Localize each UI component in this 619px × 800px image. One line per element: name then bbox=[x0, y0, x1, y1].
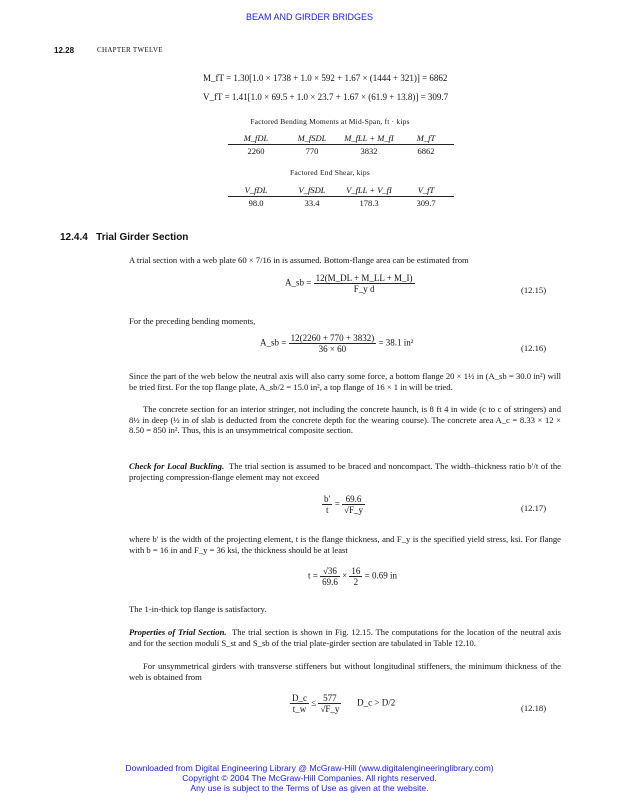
fraction-numerator: b′ bbox=[324, 494, 331, 504]
page-number: 12.28 bbox=[54, 46, 75, 55]
paragraph-local-buckling bbox=[129, 461, 561, 482]
fraction-denominator: √F_y bbox=[320, 704, 340, 714]
paragraph-top-flange-ok: The 1-in-thick top flange is satisfactory. bbox=[129, 604, 267, 614]
equation-number: (12.18) bbox=[521, 703, 547, 713]
run-in-heading: Check for Local Buckling. bbox=[129, 461, 225, 471]
equation-lhs: t = bbox=[308, 570, 318, 581]
fraction-numerator: 12(M_DL + M_LL + M_I) bbox=[315, 273, 413, 283]
equation-number: (12.16) bbox=[521, 343, 547, 353]
paragraph-trial-section: A trial section with a web plate 60 × 7/16 in is assumed. Bottom-flange area can be estimated from bbox=[129, 255, 469, 265]
table-cell: 309.7 bbox=[416, 198, 436, 208]
paragraph-preceding-moments: For the preceding bending moments, bbox=[129, 316, 256, 326]
table-header-cell: V_fLL + V_fI bbox=[340, 184, 398, 197]
fraction-denominator: F_y d bbox=[353, 284, 375, 294]
table-header-cell: M_fT bbox=[398, 132, 454, 145]
equation-moment-total: M_fT = 1.30[1.0 × 1738 + 1.0 × 592 + 1.67 × (1444 + 321)] = 6862 bbox=[203, 73, 448, 83]
equation-rhs: = 38.1 in² bbox=[378, 337, 414, 348]
paragraph-concrete-section: The concrete section for an interior stringer, not including the concrete haunch, is 8 ft 4 in wide (c to c of stringers) and 8½ in deep (½ in of slab is deducted from the concrete depth for the wearing course). The concrete area A_c = 8.33 × 12 × 8.50 = 850 in². Thus, this is an unsymmetrical composite section. bbox=[129, 404, 561, 436]
paragraph-text: The trial section is shown in Fig. 12.15. The computations for the location of the neutral axis and for the section moduli S_st and S_sb of the trial plate-girder section are tabulated in Table 12.10. bbox=[129, 627, 561, 648]
fraction-numerator: 12(2260 + 770 + 3832) bbox=[290, 333, 375, 343]
section-number: 12.4.4 bbox=[60, 232, 88, 243]
footer-copyright: Copyright © 2004 The McGraw-Hill Companies. All rights reserved. bbox=[182, 773, 437, 783]
equation-lhs: A_sb = bbox=[260, 337, 287, 348]
table-cell: 6862 bbox=[417, 146, 435, 156]
fraction-numerator: √36 bbox=[320, 566, 340, 577]
fraction-numerator: 577 bbox=[318, 693, 341, 704]
fraction-numerator: 16 bbox=[351, 566, 361, 576]
paragraph-properties bbox=[129, 627, 561, 648]
table-header-cell: M_fDL bbox=[228, 132, 284, 145]
run-in-heading: Properties of Trial Section. bbox=[129, 627, 227, 637]
equation-relation: = bbox=[334, 498, 340, 509]
equation-12-17 bbox=[322, 494, 365, 515]
chapter-label: CHAPTER TWELVE bbox=[97, 46, 163, 54]
paragraph-web-thickness: For unsymmetrical girders with transverse stiffeners but without longitudinal stiffeners, the minimum thickness of the web is obtained from bbox=[129, 661, 561, 682]
equation-12-16 bbox=[260, 333, 414, 354]
paragraph-flange-thickness: where b′ is the width of the projecting element, t is the flange thickness, and F_y is the specified yield stress, ksi. For flange with b = 16 in and F_y = 36 ksi, the thickness should be at least bbox=[129, 534, 561, 555]
equation-lhs: A_sb = bbox=[285, 277, 312, 288]
fraction-denominator: 2 bbox=[353, 577, 359, 587]
equation-12-18 bbox=[290, 693, 395, 714]
footer-download-link[interactable]: Downloaded from Digital Engineering Library @ McGraw-Hill (www.digitalengineeringlibrary.com) bbox=[125, 763, 494, 773]
shear-table-caption: Factored End Shear, kips bbox=[290, 168, 370, 177]
fraction-denominator: 69.6 bbox=[322, 577, 338, 587]
equation-rhs: = 0.69 in bbox=[364, 570, 397, 581]
equation-number: (12.15) bbox=[521, 285, 547, 295]
equation-shear-total: V_fT = 1.41[1.0 × 69.5 + 1.0 × 23.7 + 1.67 × (61.9 + 13.8)] = 309.7 bbox=[203, 92, 449, 102]
table-header-cell: V_fDL bbox=[228, 184, 284, 197]
paragraph-text: The trial section is assumed to be braced and noncompact. The width–thickness ratio b′/t of the projecting compression-flange element may not exceed bbox=[129, 461, 561, 482]
fraction-denominator: 36 × 60 bbox=[318, 344, 347, 354]
paragraph-bottom-flange: Since the part of the web below the neutral axis will also carry some force, a bottom flange 20 × 1½ in (A_sb = 30.0 in²) will be tried first. For the top flange plate, A_sb/2 = 15.0 in², a top flange of 16 × 1 in will be tried. bbox=[129, 371, 561, 392]
table-cell: 3832 bbox=[360, 146, 378, 156]
fraction-numerator: 69.6 bbox=[342, 494, 365, 505]
equation-relation: ≤ bbox=[311, 697, 317, 708]
table-header-cell: M_fLL + M_fI bbox=[340, 132, 398, 145]
running-header: BEAM AND GIRDER BRIDGES bbox=[245, 12, 374, 22]
equation-operator: × bbox=[342, 570, 348, 581]
fraction-denominator: t_w bbox=[292, 704, 307, 714]
shear-table bbox=[228, 184, 454, 209]
table-cell: 33.4 bbox=[304, 198, 320, 208]
table-cell: 178.3 bbox=[359, 198, 379, 208]
section-heading bbox=[60, 232, 188, 243]
table-cell: 770 bbox=[305, 146, 319, 156]
download-footer bbox=[0, 763, 619, 793]
section-title: Trial Girder Section bbox=[96, 232, 189, 243]
table-header-cell: M_fSDL bbox=[284, 132, 340, 145]
fraction-denominator: t bbox=[325, 505, 329, 515]
moments-table bbox=[228, 132, 454, 157]
equation-number: (12.17) bbox=[521, 503, 547, 513]
table-cell: 98.0 bbox=[248, 198, 264, 208]
equation-condition: D_c > D/2 bbox=[357, 697, 396, 708]
fraction-denominator: √F_y bbox=[344, 505, 363, 515]
equation-12-15 bbox=[285, 273, 415, 294]
footer-terms: Any use is subject to the Terms of Use as given at the website. bbox=[190, 783, 429, 793]
moments-table-caption: Factored Bending Moments at Mid-Span, ft · kips bbox=[250, 117, 410, 126]
fraction-numerator: D_c bbox=[292, 693, 307, 703]
table-header-cell: V_fSDL bbox=[284, 184, 340, 197]
equation-thickness bbox=[308, 566, 397, 587]
table-header-cell: V_fT bbox=[398, 184, 454, 197]
table-cell: 2260 bbox=[247, 146, 265, 156]
